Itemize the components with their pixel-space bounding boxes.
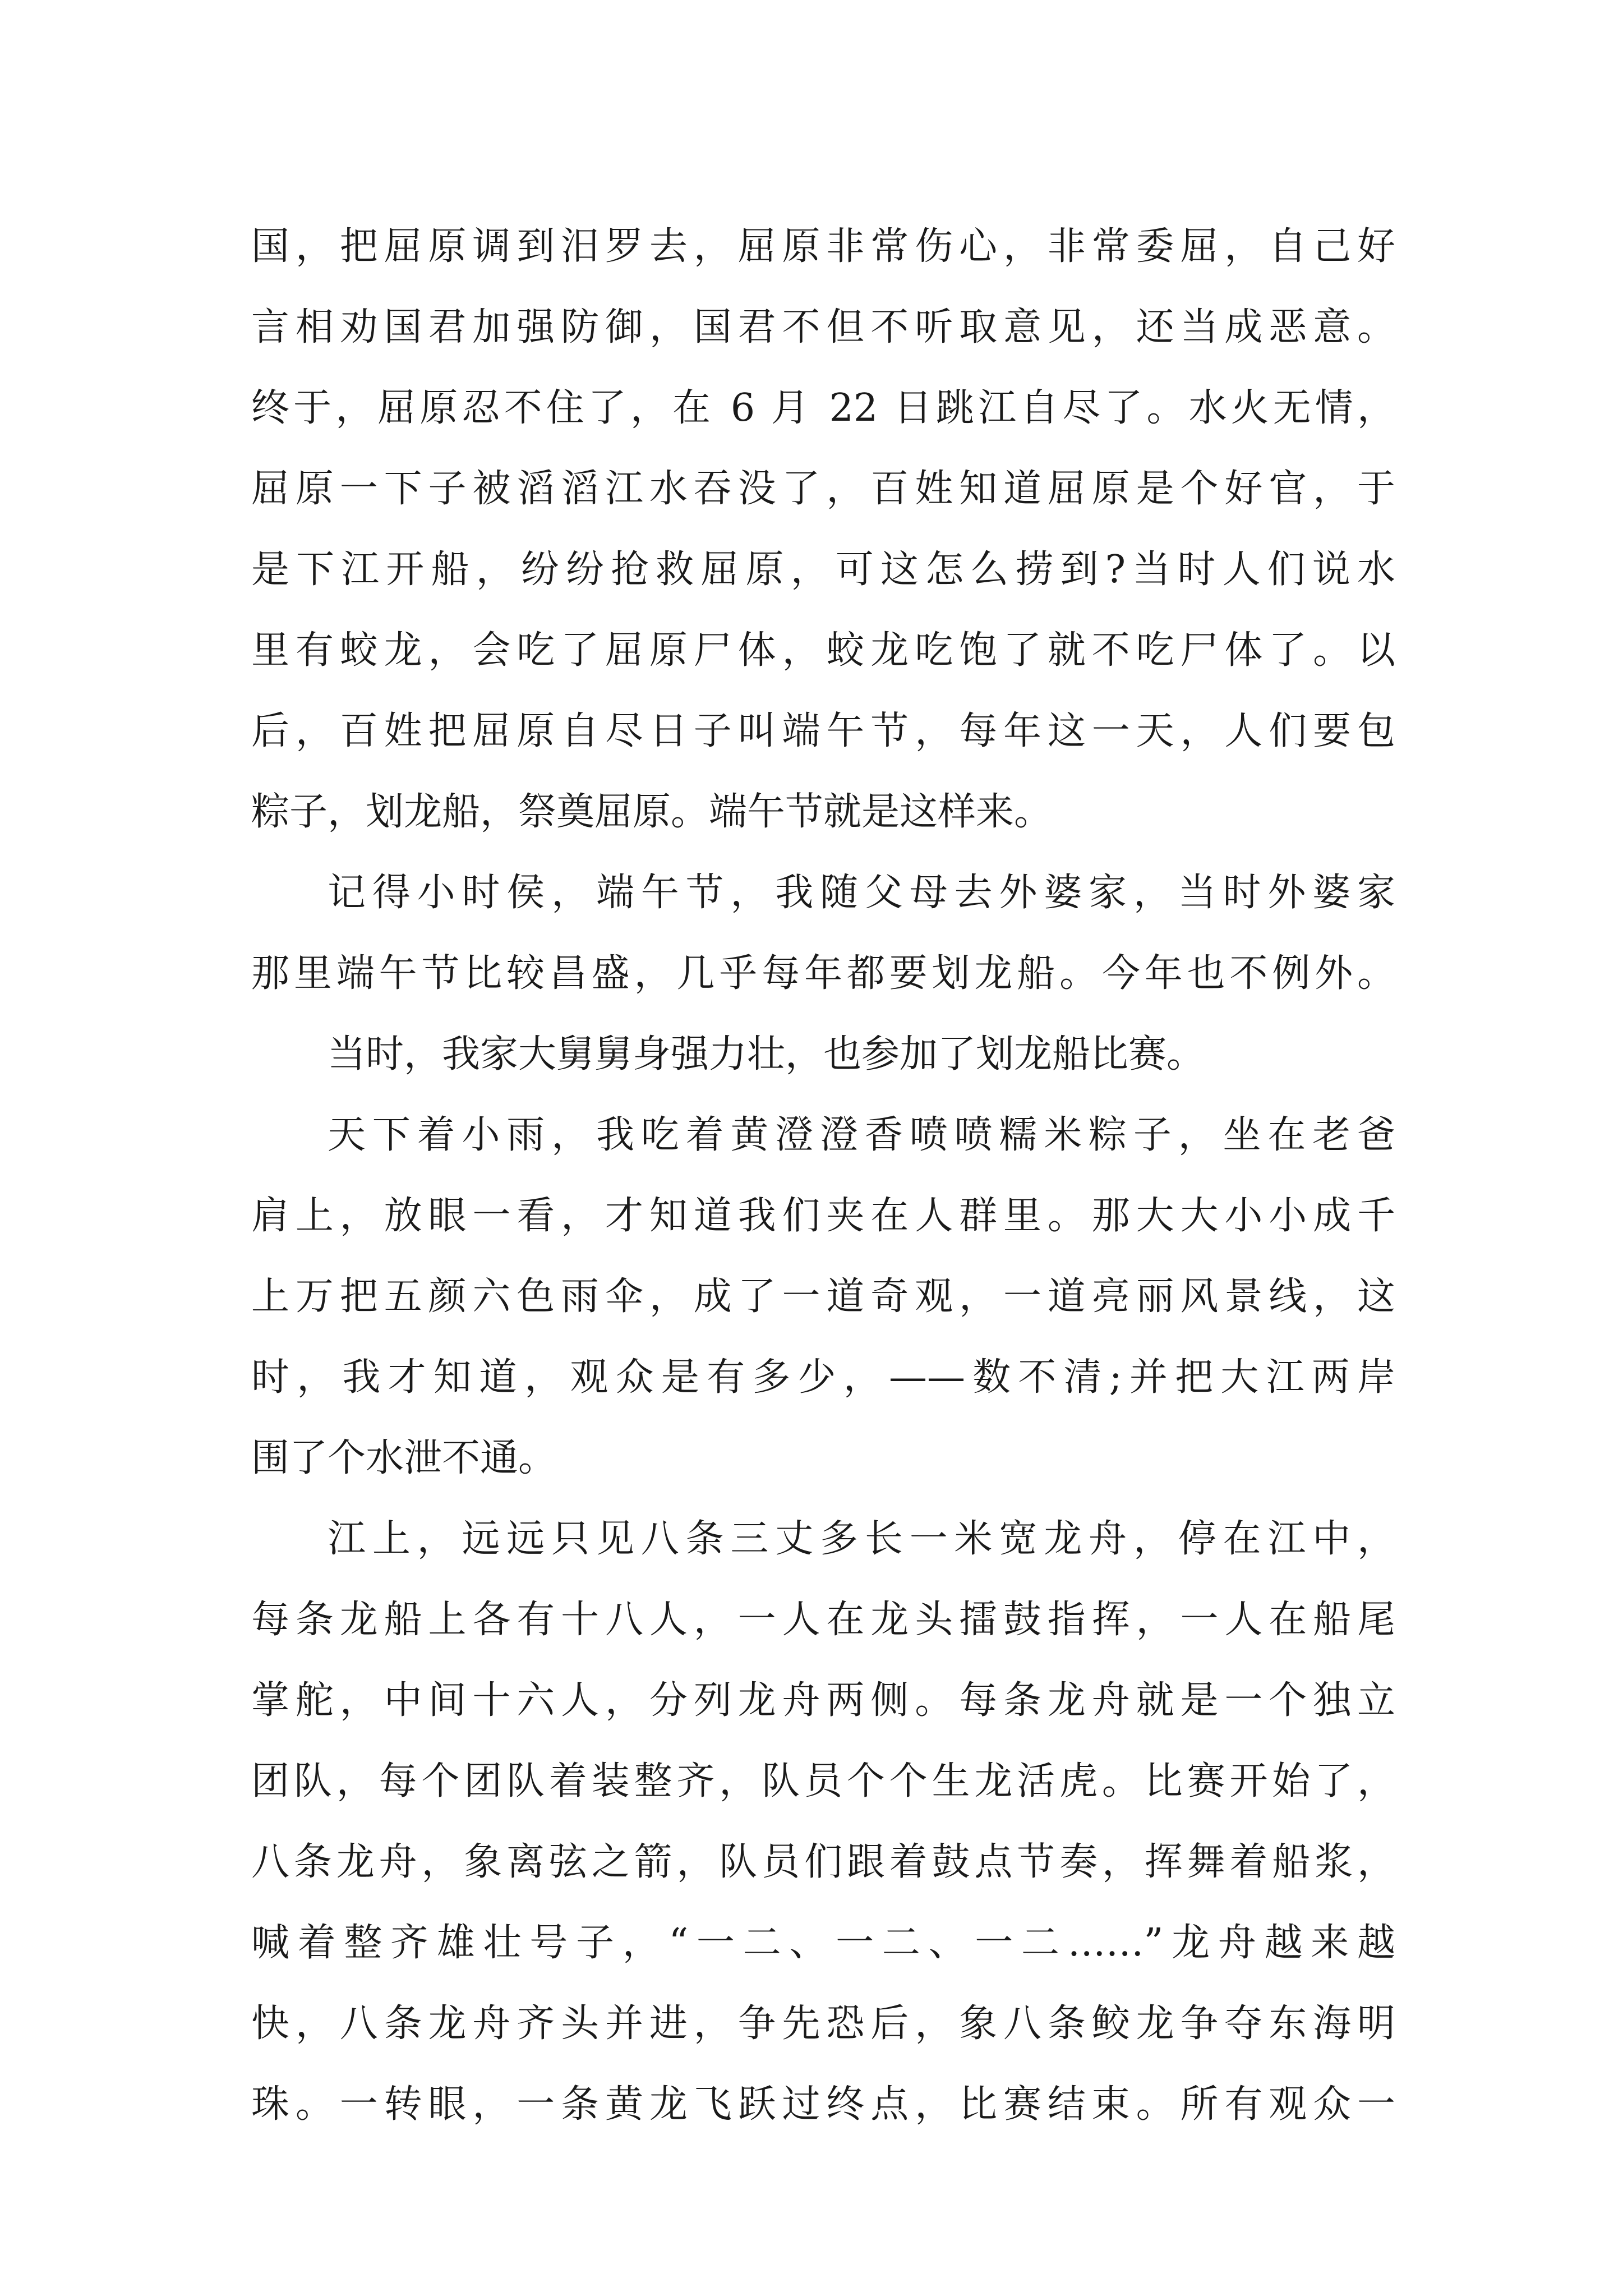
text-line: 喊着整齐雄壮号子，“一二、一二、一二……”龙舟越来越 (251, 1921, 1395, 1965)
text-line: 珠。一转眼，一条黄龙飞跃过终点，比赛结束。所有观众一 (251, 2082, 1395, 2127)
text-line: 快，八条龙舟齐头并进，争先恐后，象八条鲛龙争夺东海明 (251, 2001, 1395, 2046)
text-line: 围了个水泄不通。 (251, 1436, 557, 1480)
text-line: 团队，每个团队着装整齐，队员个个生龙活虎。比赛开始了， (251, 1759, 1395, 1803)
text-line: 肩上，放眼一看，才知道我们夹在人群里。那大大小小成千 (251, 1194, 1395, 1238)
text-line: 终于，屈原忍不住了，在 6 月 22 日跳江自尽了。水火无情， (251, 386, 1395, 430)
text-line: 粽子，划龙船，祭奠屈原。端午节就是这样来。 (251, 790, 1053, 834)
text-line: 八条龙舟，象离弦之箭，队员们跟着鼓点节奏，挥舞着船浆， (251, 1840, 1395, 1884)
text-line: 后，百姓把屈原自尽日子叫端午节，每年这一天，人们要包 (251, 709, 1395, 753)
text-line: 国，把屈原调到汨罗去，屈原非常伤心，非常委屈，自己好 (251, 224, 1395, 269)
text-line: 当时，我家大舅舅身强力壮，也参加了划龙船比赛。 (328, 1032, 1205, 1076)
text-line: 江上，远远只见八条三丈多长一米宽龙舟，停在江中， (328, 1517, 1395, 1561)
text-line: 记得小时侯，端午节，我随父母去外婆家，当时外婆家 (328, 871, 1395, 915)
text-line: 是下江开船，纷纷抢救屈原，可这怎么捞到?当时人们说水 (251, 547, 1395, 592)
text-line: 天下着小雨，我吃着黄澄澄香喷喷糯米粽子，坐在老爸 (328, 1113, 1395, 1157)
text-line: 屈原一下子被滔滔江水吞没了，百姓知道屈原是个好官，于 (251, 467, 1395, 511)
text-line: 掌舵，中间十六人，分列龙舟两侧。每条龙舟就是一个独立 (251, 1678, 1395, 1723)
text-line: 每条龙船上各有十八人，一人在龙头擂鼓指挥，一人在船尾 (251, 1598, 1395, 1642)
text-line: 时，我才知道，观众是有多少，——数不清;并把大江两岸 (251, 1355, 1395, 1400)
text-line: 上万把五颜六色雨伞，成了一道奇观，一道亮丽风景线，这 (251, 1274, 1395, 1319)
text-line: 言相劝国君加强防御，国君不但不听取意见，还当成恶意。 (251, 305, 1395, 349)
body-text (251, 206, 1395, 2145)
text-line: 那里端午节比较昌盛，几乎每年都要划龙船。今年也不例外。 (251, 951, 1395, 996)
text-line: 里有蛟龙，会吃了屈原尸体，蛟龙吃饱了就不吃尸体了。以 (251, 628, 1395, 673)
